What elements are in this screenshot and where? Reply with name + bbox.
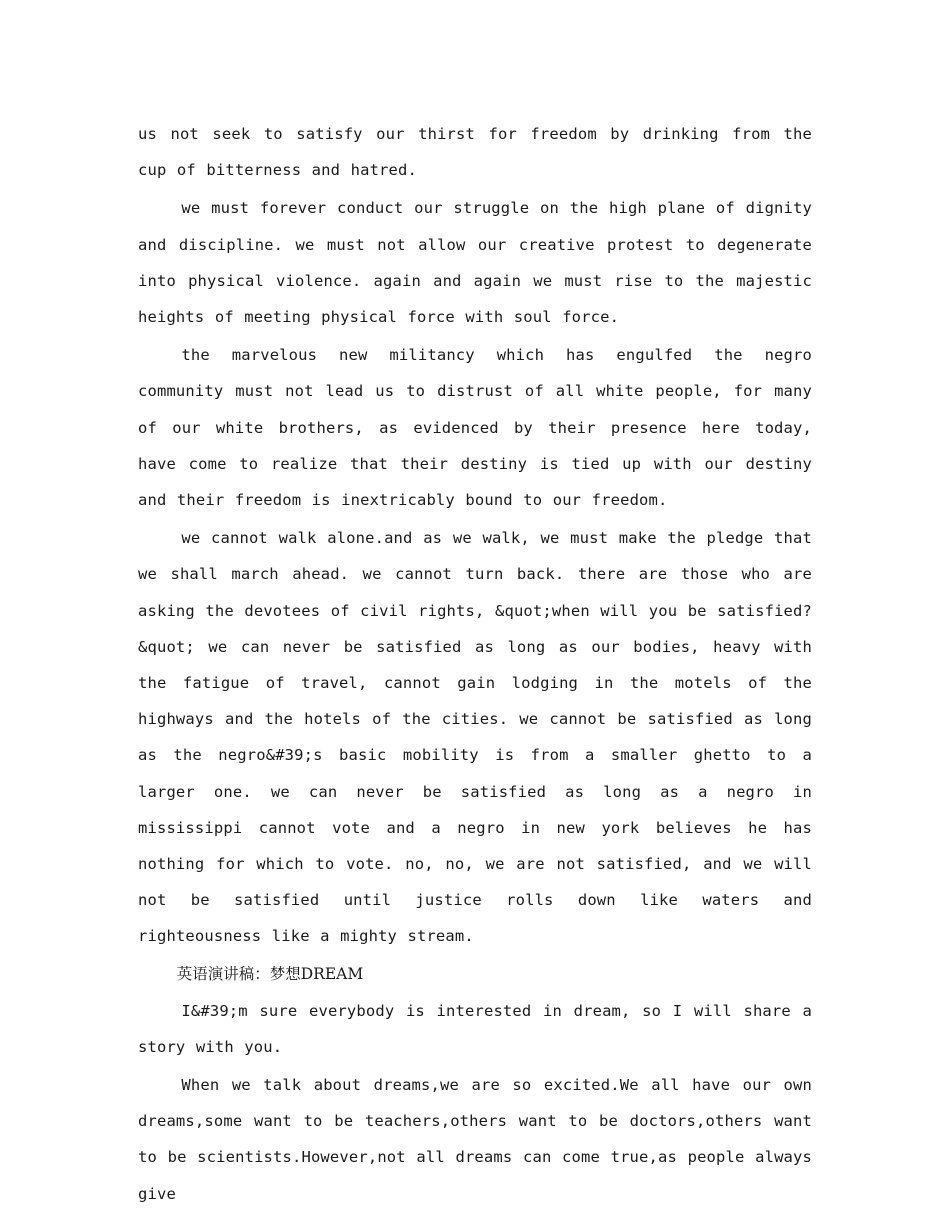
- paragraph-cannot-walk-alone: we cannot walk alone.and as we walk, we must make the pledge that we shall march ahead. we cannot turn back. there are those who are asking the devotees of civil rights, &quot;when will you be satisfied?&quot; we can never be satisfied as long as our bodies, heavy with the fatigue of travel, cannot gain lodging in the motels of the highways and the hotels of the cities. we cannot be satisfied as long as the negro&#39;s basic mobility is from a smaller ghetto to a larger one. we can never be satisfied as long as a negro in mississippi cannot vote and a negro in new york believes he has nothing for which to vote. no, no, we are not satisfied, and we will not be satisfied until justice rolls down like waters and righteousness like a mighty stream.: [138, 529, 812, 946]
- paragraph-continuation: us not seek to satisfy our thirst for freedom by drinking from the cup of bitterness and hatred.: [138, 125, 812, 180]
- document-page: [138, 116, 812, 1214]
- paragraph-dreams-excited: When we talk about dreams,we are so excited.We all have our own dreams,some want to be teachers,others want to be doctors,others want to be scientists.However,not all dreams can come true,as people always give: [138, 1076, 812, 1203]
- paragraph-dream-intro: I&#39;m sure everybody is interested in dream, so I will share a story with you.: [138, 1001, 812, 1056]
- paragraph-dignity-discipline: we must forever conduct our struggle on the high plane of dignity and discipline. we must not allow our creative protest to degenerate into physical violence. again and again we must rise to the majestic heights of meeting physical force with soul force.: [138, 199, 812, 327]
- section-heading: 英语演讲稿：梦想DREAM: [176, 964, 364, 983]
- paragraph-new-militancy: the marvelous new militancy which has engulfed the negro community must not lead us to distrust of all white people, for many of our white brothers, as evidenced by their presence here today, have come to realize that their destiny is tied up with our destiny and their freedom is inextricably bound to our freedom.: [138, 346, 812, 510]
